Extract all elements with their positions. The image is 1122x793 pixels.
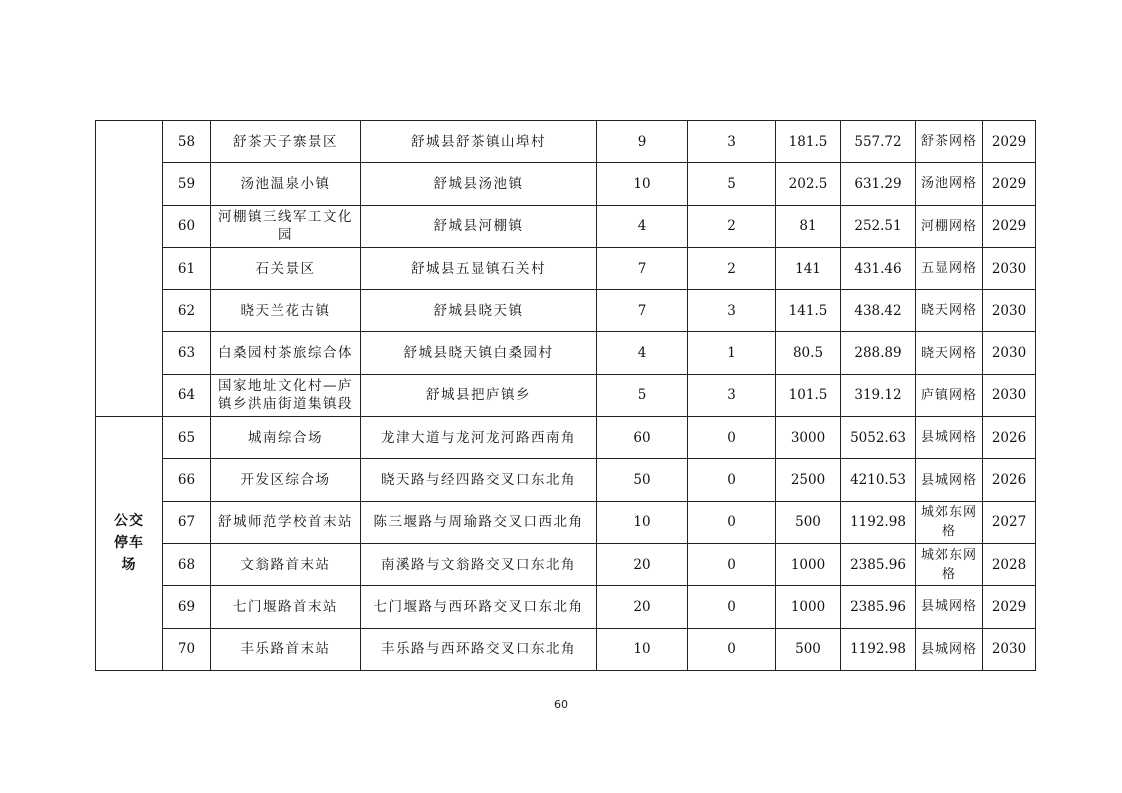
- grid-area-cell: 城郊东网格: [916, 543, 983, 585]
- row-number-cell: 68: [163, 543, 211, 585]
- facility-name-cell: 城南综合场: [211, 417, 361, 459]
- value-cell-4: 252.51: [841, 205, 916, 247]
- value-cell-2: 0: [688, 417, 776, 459]
- row-number-cell: 58: [163, 121, 211, 163]
- table-row: [96, 417, 1036, 459]
- grid-area-cell: 晓天网格: [916, 332, 983, 374]
- facility-name-cell: 汤池温泉小镇: [211, 163, 361, 205]
- year-cell: 2030: [983, 374, 1036, 416]
- facility-name-cell: 河棚镇三线军工文化园: [211, 205, 361, 247]
- facility-name-cell: 舒茶天子寨景区: [211, 121, 361, 163]
- value-cell-1: 50: [597, 459, 688, 501]
- row-number-cell: 64: [163, 374, 211, 416]
- value-cell-4: 2385.96: [841, 586, 916, 628]
- location-cell: 舒城县把庐镇乡: [361, 374, 597, 416]
- row-number-cell: 67: [163, 501, 211, 543]
- year-cell: 2030: [983, 628, 1036, 670]
- value-cell-4: 438.42: [841, 290, 916, 332]
- value-cell-3: 141.5: [776, 290, 841, 332]
- value-cell-3: 2500: [776, 459, 841, 501]
- location-cell: 舒城县晓天镇白桑园村: [361, 332, 597, 374]
- table-row: [96, 543, 1036, 585]
- value-cell-3: 3000: [776, 417, 841, 459]
- category-cell: [96, 121, 163, 417]
- value-cell-4: 288.89: [841, 332, 916, 374]
- value-cell-1: 10: [597, 501, 688, 543]
- table-body: [96, 121, 1036, 671]
- value-cell-4: 2385.96: [841, 543, 916, 585]
- value-cell-3: 80.5: [776, 332, 841, 374]
- category-label: 公交停车场: [114, 513, 144, 574]
- value-cell-4: 1192.98: [841, 628, 916, 670]
- value-cell-4: 4210.53: [841, 459, 916, 501]
- value-cell-3: 500: [776, 628, 841, 670]
- year-cell: 2029: [983, 163, 1036, 205]
- value-cell-1: 10: [597, 163, 688, 205]
- value-cell-1: 20: [597, 543, 688, 585]
- value-cell-2: 3: [688, 290, 776, 332]
- page-number: 60: [554, 698, 568, 711]
- value-cell-3: 81: [776, 205, 841, 247]
- location-cell: 舒城县河棚镇: [361, 205, 597, 247]
- location-cell: 舒城县五显镇石关村: [361, 247, 597, 289]
- location-cell: 丰乐路与西环路交叉口东北角: [361, 628, 597, 670]
- grid-area-cell: 庐镇网格: [916, 374, 983, 416]
- grid-area-cell: 舒茶网格: [916, 121, 983, 163]
- year-cell: 2026: [983, 459, 1036, 501]
- location-cell: 舒城县晓天镇: [361, 290, 597, 332]
- table-row: [96, 121, 1036, 163]
- value-cell-1: 5: [597, 374, 688, 416]
- facility-name-cell: 晓天兰花古镇: [211, 290, 361, 332]
- grid-area-cell: 县城网格: [916, 417, 983, 459]
- value-cell-2: 5: [688, 163, 776, 205]
- row-number-cell: 59: [163, 163, 211, 205]
- year-cell: 2027: [983, 501, 1036, 543]
- grid-area-cell: 县城网格: [916, 459, 983, 501]
- value-cell-3: 101.5: [776, 374, 841, 416]
- table-row: [96, 205, 1036, 247]
- year-cell: 2026: [983, 417, 1036, 459]
- grid-area-cell: 汤池网格: [916, 163, 983, 205]
- value-cell-3: 202.5: [776, 163, 841, 205]
- row-number-cell: 70: [163, 628, 211, 670]
- table-row: [96, 459, 1036, 501]
- value-cell-1: 7: [597, 290, 688, 332]
- facility-name-cell: 开发区综合场: [211, 459, 361, 501]
- facility-name-cell: 七门堰路首末站: [211, 586, 361, 628]
- value-cell-1: 4: [597, 332, 688, 374]
- value-cell-1: 4: [597, 205, 688, 247]
- value-cell-4: 1192.98: [841, 501, 916, 543]
- value-cell-2: 0: [688, 586, 776, 628]
- value-cell-4: 631.29: [841, 163, 916, 205]
- grid-area-cell: 县城网格: [916, 586, 983, 628]
- value-cell-2: 0: [688, 501, 776, 543]
- value-cell-2: 3: [688, 121, 776, 163]
- location-cell: 晓天路与经四路交叉口东北角: [361, 459, 597, 501]
- table-row: [96, 332, 1036, 374]
- facility-name-cell: 白桑园村茶旅综合体: [211, 332, 361, 374]
- grid-area-cell: 晓天网格: [916, 290, 983, 332]
- value-cell-2: 3: [688, 374, 776, 416]
- facility-name-cell: 石关景区: [211, 247, 361, 289]
- value-cell-1: 60: [597, 417, 688, 459]
- table-row: [96, 163, 1036, 205]
- table-row: [96, 586, 1036, 628]
- value-cell-1: 7: [597, 247, 688, 289]
- row-number-cell: 66: [163, 459, 211, 501]
- value-cell-4: 5052.63: [841, 417, 916, 459]
- facility-name-cell: 国家地址文化村—庐镇乡洪庙街道集镇段: [211, 374, 361, 416]
- value-cell-3: 1000: [776, 543, 841, 585]
- value-cell-2: 0: [688, 543, 776, 585]
- location-cell: 舒城县汤池镇: [361, 163, 597, 205]
- value-cell-4: 557.72: [841, 121, 916, 163]
- year-cell: 2030: [983, 290, 1036, 332]
- value-cell-2: 0: [688, 459, 776, 501]
- table-row: [96, 628, 1036, 670]
- year-cell: 2029: [983, 121, 1036, 163]
- value-cell-4: 431.46: [841, 247, 916, 289]
- value-cell-2: 2: [688, 205, 776, 247]
- year-cell: 2028: [983, 543, 1036, 585]
- value-cell-1: 20: [597, 586, 688, 628]
- value-cell-4: 319.12: [841, 374, 916, 416]
- table-row: [96, 247, 1036, 289]
- facility-name-cell: 舒城师范学校首末站: [211, 501, 361, 543]
- location-cell: 南溪路与文翁路交叉口东北角: [361, 543, 597, 585]
- table-row: [96, 501, 1036, 543]
- grid-area-cell: 县城网格: [916, 628, 983, 670]
- row-number-cell: 62: [163, 290, 211, 332]
- year-cell: 2029: [983, 205, 1036, 247]
- category-cell: [96, 417, 163, 671]
- table-row: [96, 290, 1036, 332]
- value-cell-2: 2: [688, 247, 776, 289]
- table-row: [96, 374, 1036, 416]
- location-cell: 舒城县舒茶镇山埠村: [361, 121, 597, 163]
- row-number-cell: 69: [163, 586, 211, 628]
- value-cell-3: 500: [776, 501, 841, 543]
- value-cell-2: 0: [688, 628, 776, 670]
- row-number-cell: 61: [163, 247, 211, 289]
- grid-area-cell: 五显网格: [916, 247, 983, 289]
- facility-name-cell: 丰乐路首末站: [211, 628, 361, 670]
- value-cell-3: 181.5: [776, 121, 841, 163]
- location-cell: 七门堰路与西环路交叉口东北角: [361, 586, 597, 628]
- year-cell: 2030: [983, 332, 1036, 374]
- data-table: [95, 120, 1036, 671]
- year-cell: 2030: [983, 247, 1036, 289]
- value-cell-3: 141: [776, 247, 841, 289]
- row-number-cell: 60: [163, 205, 211, 247]
- value-cell-3: 1000: [776, 586, 841, 628]
- grid-area-cell: 城郊东网格: [916, 501, 983, 543]
- value-cell-2: 1: [688, 332, 776, 374]
- row-number-cell: 63: [163, 332, 211, 374]
- location-cell: 龙津大道与龙河龙河路西南角: [361, 417, 597, 459]
- location-cell: 陈三堰路与周瑜路交叉口西北角: [361, 501, 597, 543]
- year-cell: 2029: [983, 586, 1036, 628]
- value-cell-1: 9: [597, 121, 688, 163]
- grid-area-cell: 河棚网格: [916, 205, 983, 247]
- facility-name-cell: 文翁路首末站: [211, 543, 361, 585]
- row-number-cell: 65: [163, 417, 211, 459]
- value-cell-1: 10: [597, 628, 688, 670]
